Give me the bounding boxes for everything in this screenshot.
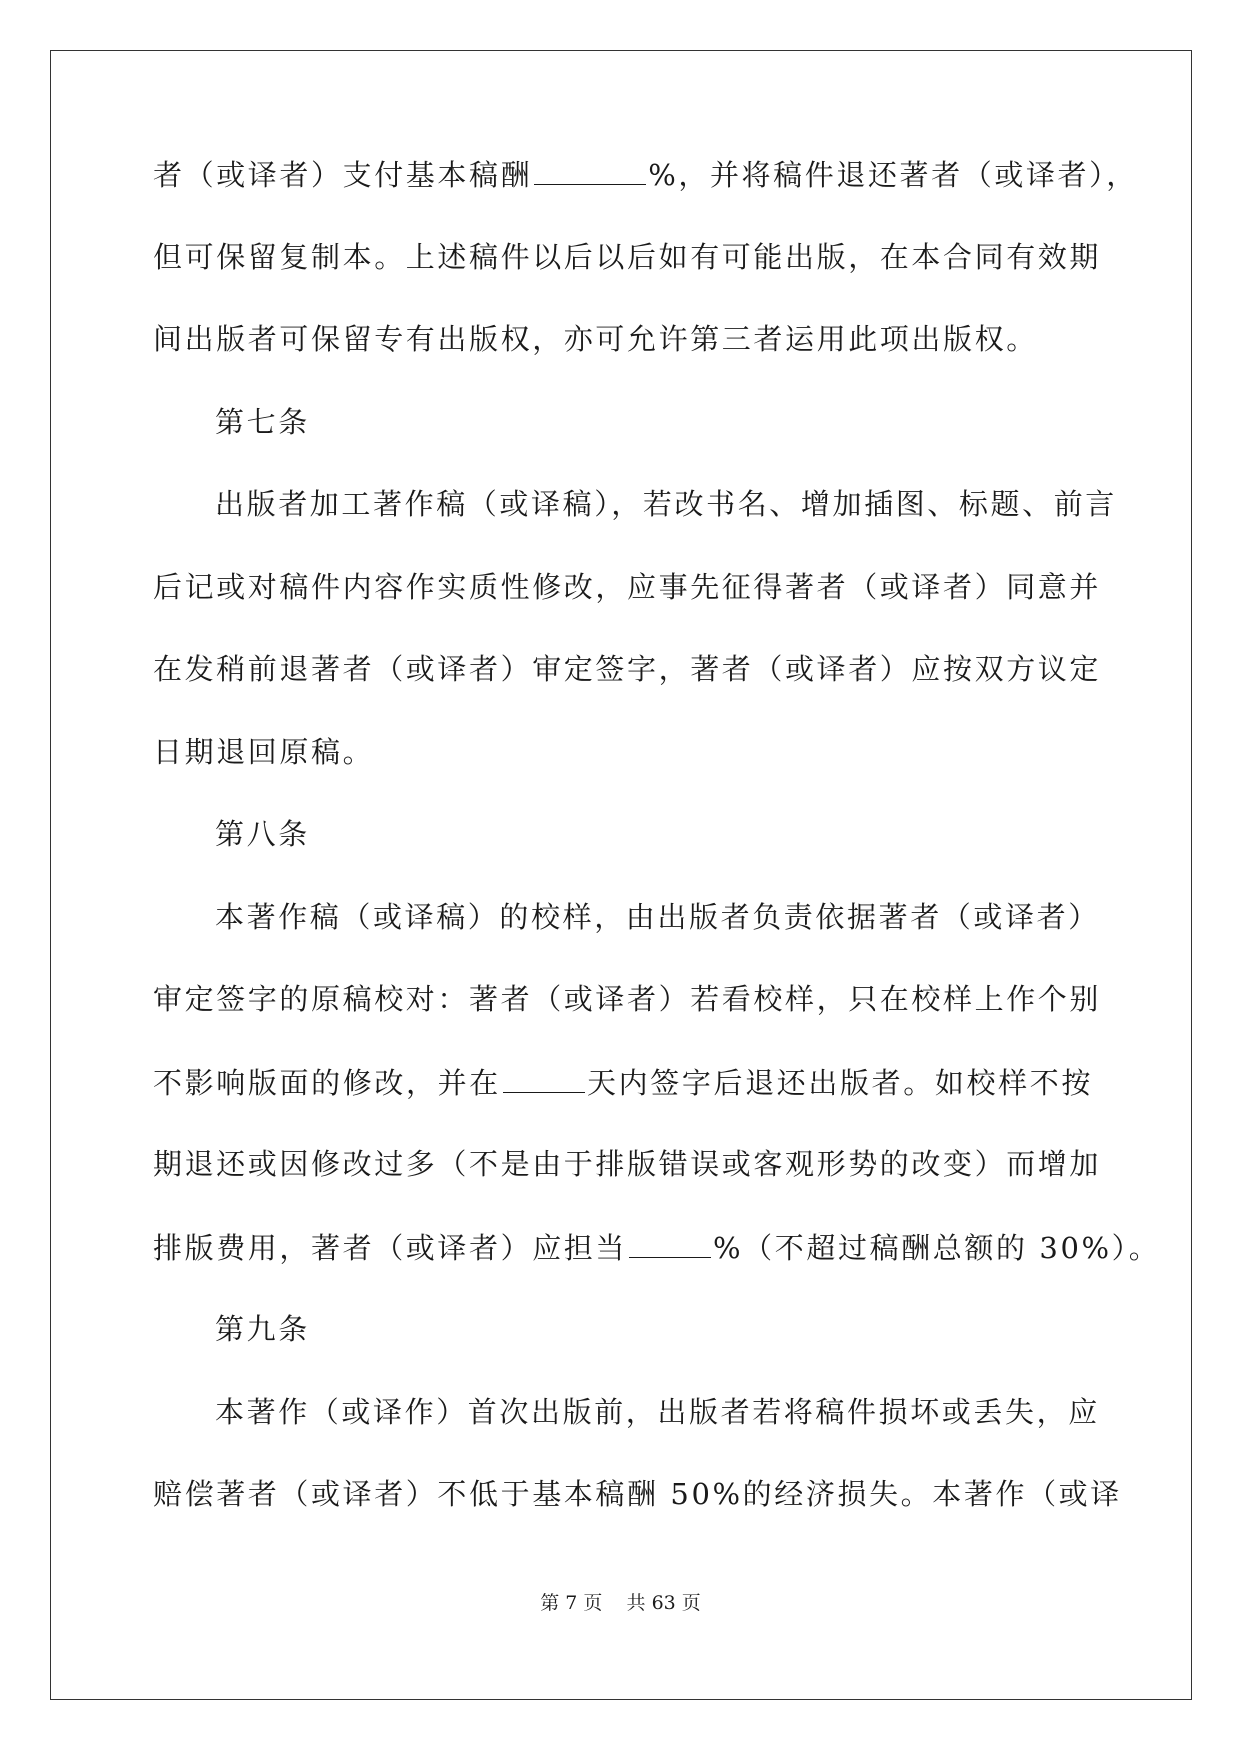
text-run: 不影响版面的修改，并在 xyxy=(153,1065,501,1100)
paragraph-line xyxy=(153,1066,1093,1149)
text-run: 者（或译者）支付基本稿酬 xyxy=(153,158,533,192)
text-run: %，并将稿件退还著者（或译者）， xyxy=(648,158,1138,192)
paragraph-line: 期退还或因修改过多（不是由于排版错误或客观形势的改变）而增加 xyxy=(153,1147,1102,1181)
text-run: 天内签字后退还出版者。如校样不按 xyxy=(586,1065,1093,1100)
paragraph-line: 出版者加工著作稿（或译稿），若改书名、增加插图、标题、前言 xyxy=(215,487,1117,521)
paragraph-line: 本著作稿（或译稿）的校样，由出版者负责依据著者（或译者） xyxy=(215,899,1100,934)
paragraph-line xyxy=(153,158,1138,241)
paragraph-line: 后记或对稿件内容作实质性修改，应事先征得著者（或译者）同意并 xyxy=(153,569,1102,604)
page-total: 共 63 页 xyxy=(626,1592,701,1614)
paragraph-line: 间出版者可保留专有出版权，亦可允许第三者运用此项出版权。 xyxy=(153,322,1038,356)
document-body xyxy=(153,158,1161,1561)
paragraph-line: 在发稍前退著者（或译者）审定签字，著者（或译者）应按双方议定 xyxy=(153,652,1102,686)
page-number: 第 7 页 xyxy=(540,1592,603,1614)
text-run: %（不超过稿酬总额的 30%）。 xyxy=(713,1230,1161,1265)
paragraph-line: 但可保留复制本。上述稿件以后以后如有可能出版，在本合同有效期 xyxy=(153,239,1102,274)
paragraph-line: 日期退回原稿。 xyxy=(153,734,375,769)
article-heading: 第八条 xyxy=(215,817,310,851)
page-footer xyxy=(0,1588,1241,1615)
paragraph-line: 赔偿著者（或译者）不低于基本稿酬 50%的经济损失。本著作（或译 xyxy=(153,1477,1122,1511)
paragraph-line: 本著作（或译作）首次出版前，出版者若将稿件损坏或丢失，应 xyxy=(215,1394,1100,1429)
text-run: 排版费用，著者（或译者）应担当 xyxy=(153,1230,628,1265)
paragraph-line xyxy=(153,1230,1161,1314)
paragraph-line: 审定签字的原稿校对：著者（或译者）若看校样，只在校样上作个别 xyxy=(153,982,1102,1016)
fill-in-blank xyxy=(503,1066,585,1093)
article-heading: 第九条 xyxy=(215,1312,310,1346)
fill-in-blank xyxy=(629,1231,711,1258)
article-heading: 第七条 xyxy=(215,404,310,439)
fill-in-blank xyxy=(534,158,646,185)
